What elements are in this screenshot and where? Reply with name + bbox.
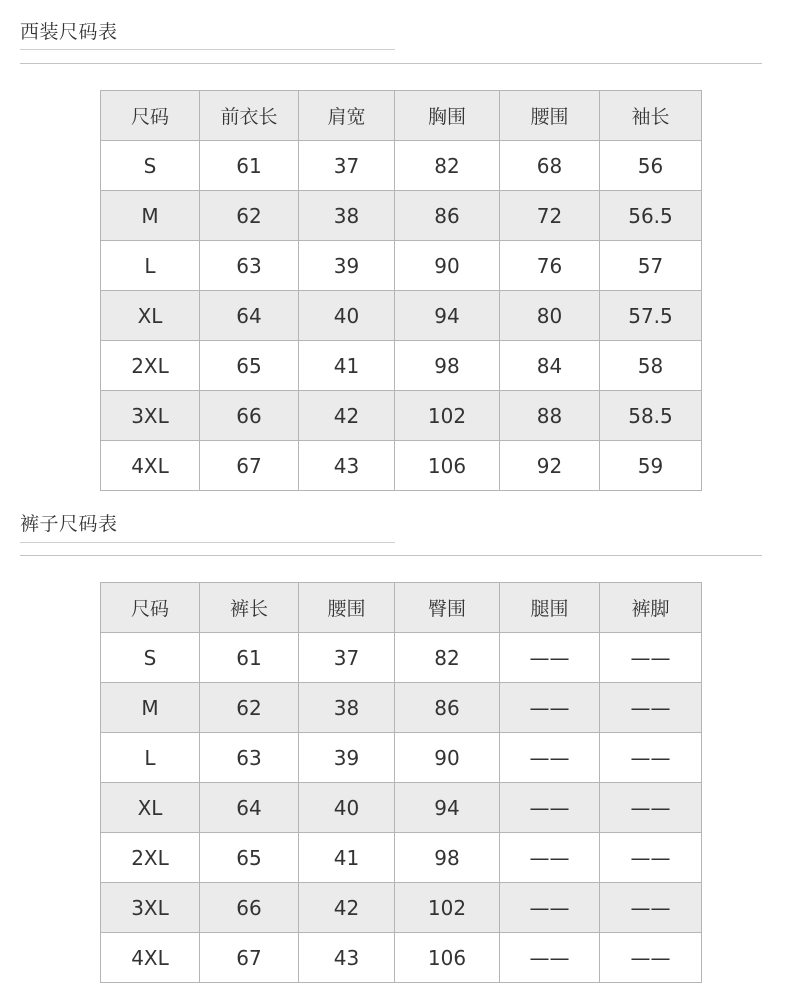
table-cell: 59 — [600, 441, 702, 491]
table-row — [101, 241, 702, 291]
table-cell: 65 — [200, 341, 299, 391]
table-cell: 66 — [200, 391, 299, 441]
table-header-row — [101, 91, 702, 141]
header-size: 尺码 — [101, 583, 200, 633]
table-cell: 94 — [395, 291, 500, 341]
table-cell: 64 — [200, 783, 299, 833]
table-cell: 2XL — [101, 833, 200, 883]
table-cell: S — [101, 633, 200, 683]
table-cell: 43 — [299, 441, 395, 491]
table-cell: 68 — [500, 141, 600, 191]
suit-section-divider — [20, 63, 762, 64]
table-cell: 57.5 — [600, 291, 702, 341]
table-cell: 56.5 — [600, 191, 702, 241]
table-cell: 67 — [200, 441, 299, 491]
table-row — [101, 683, 702, 733]
suit-size-table — [100, 90, 702, 491]
table-cell: 76 — [500, 241, 600, 291]
table-cell: 58.5 — [600, 391, 702, 441]
table-cell: —— — [600, 783, 702, 833]
table-cell: —— — [500, 783, 600, 833]
table-cell: 86 — [395, 191, 500, 241]
table-cell: 3XL — [101, 883, 200, 933]
table-cell: 94 — [395, 783, 500, 833]
table-row — [101, 141, 702, 191]
table-cell: 40 — [299, 783, 395, 833]
header-pants-length: 裤长 — [200, 583, 299, 633]
table-cell: L — [101, 733, 200, 783]
header-size: 尺码 — [101, 91, 200, 141]
suit-size-chart-title: 西装尺码表 — [20, 21, 118, 43]
table-cell: 90 — [395, 241, 500, 291]
table-cell: —— — [500, 733, 600, 783]
table-cell: 4XL — [101, 441, 200, 491]
table-cell: —— — [500, 883, 600, 933]
table-cell: —— — [500, 933, 600, 983]
table-cell: 42 — [299, 391, 395, 441]
table-cell: 80 — [500, 291, 600, 341]
table-cell: XL — [101, 783, 200, 833]
pants-size-chart-title: 裤子尺码表 — [20, 513, 118, 535]
table-cell: 90 — [395, 733, 500, 783]
table-cell: 98 — [395, 341, 500, 391]
table-row — [101, 341, 702, 391]
table-cell: 106 — [395, 441, 500, 491]
header-front-length: 前衣长 — [200, 91, 299, 141]
table-row — [101, 783, 702, 833]
header-waist: 腰围 — [500, 91, 600, 141]
table-cell: 65 — [200, 833, 299, 883]
pants-title-underline — [20, 542, 395, 543]
table-cell: —— — [500, 683, 600, 733]
table-header-row — [101, 583, 702, 633]
table-cell: 58 — [600, 341, 702, 391]
table-row — [101, 883, 702, 933]
table-cell: —— — [600, 883, 702, 933]
table-cell: 63 — [200, 733, 299, 783]
table-cell: 82 — [395, 633, 500, 683]
table-cell: 38 — [299, 191, 395, 241]
header-thigh: 腿围 — [500, 583, 600, 633]
header-sleeve-length: 袖长 — [600, 91, 702, 141]
table-cell: 62 — [200, 683, 299, 733]
table-cell: 37 — [299, 633, 395, 683]
table-cell: M — [101, 191, 200, 241]
table-cell: 40 — [299, 291, 395, 341]
table-row — [101, 733, 702, 783]
table-cell: 102 — [395, 391, 500, 441]
pants-section-divider — [20, 555, 762, 556]
header-waist: 腰围 — [299, 583, 395, 633]
table-cell: 92 — [500, 441, 600, 491]
table-cell: 72 — [500, 191, 600, 241]
table-cell: 3XL — [101, 391, 200, 441]
table-cell: 2XL — [101, 341, 200, 391]
table-cell: 66 — [200, 883, 299, 933]
table-cell: 86 — [395, 683, 500, 733]
table-cell: 98 — [395, 833, 500, 883]
table-cell: 106 — [395, 933, 500, 983]
table-cell: M — [101, 683, 200, 733]
table-cell: 82 — [395, 141, 500, 191]
table-cell: XL — [101, 291, 200, 341]
table-cell: 67 — [200, 933, 299, 983]
table-cell: 39 — [299, 241, 395, 291]
table-cell: 4XL — [101, 933, 200, 983]
table-cell: S — [101, 141, 200, 191]
table-row — [101, 191, 702, 241]
table-cell: L — [101, 241, 200, 291]
suit-title-underline — [20, 49, 395, 50]
table-cell: 37 — [299, 141, 395, 191]
table-cell: 41 — [299, 833, 395, 883]
table-row — [101, 633, 702, 683]
table-cell: 42 — [299, 883, 395, 933]
table-cell: 39 — [299, 733, 395, 783]
table-row — [101, 291, 702, 341]
table-row — [101, 833, 702, 883]
table-row — [101, 933, 702, 983]
table-cell: 64 — [200, 291, 299, 341]
table-cell: 61 — [200, 141, 299, 191]
table-cell: 62 — [200, 191, 299, 241]
table-cell: 56 — [600, 141, 702, 191]
header-chest: 胸围 — [395, 91, 500, 141]
table-cell: 84 — [500, 341, 600, 391]
table-cell: 61 — [200, 633, 299, 683]
table-row — [101, 391, 702, 441]
table-row — [101, 441, 702, 491]
table-cell: —— — [500, 833, 600, 883]
table-cell: 43 — [299, 933, 395, 983]
table-cell: —— — [600, 933, 702, 983]
table-cell: 102 — [395, 883, 500, 933]
table-cell: —— — [600, 833, 702, 883]
table-cell: 57 — [600, 241, 702, 291]
header-shoulder-width: 肩宽 — [299, 91, 395, 141]
table-cell: —— — [600, 633, 702, 683]
header-hip: 臀围 — [395, 583, 500, 633]
table-cell: —— — [600, 733, 702, 783]
table-cell: 63 — [200, 241, 299, 291]
pants-size-table — [100, 582, 702, 983]
table-cell: 38 — [299, 683, 395, 733]
table-cell: —— — [500, 633, 600, 683]
table-cell: —— — [600, 683, 702, 733]
table-cell: 41 — [299, 341, 395, 391]
table-cell: 88 — [500, 391, 600, 441]
header-leg-opening: 裤脚 — [600, 583, 702, 633]
